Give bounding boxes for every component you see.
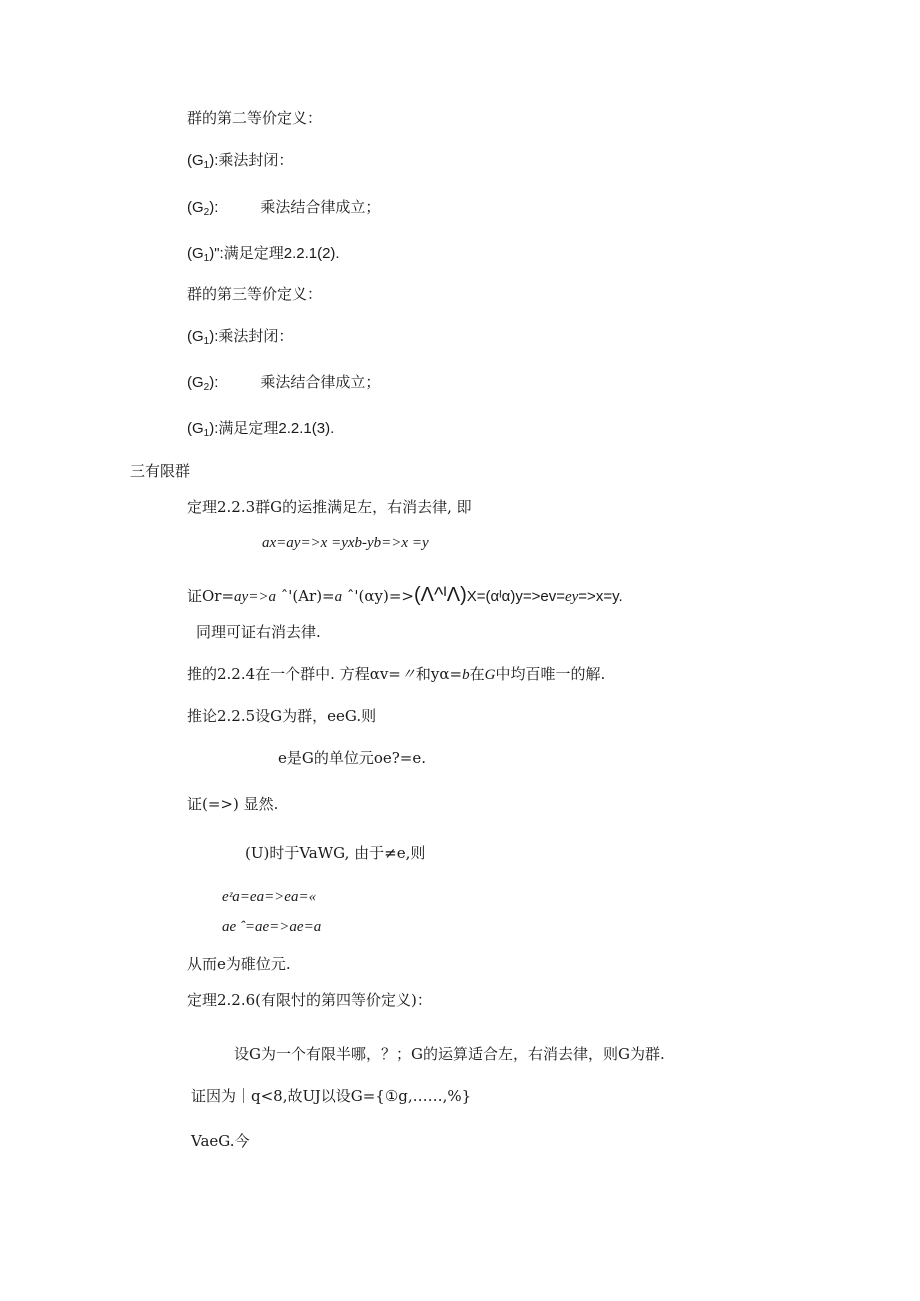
conclusion-identity: 从而e为碓位元. — [187, 955, 291, 973]
corollary-2-2-4: 推的2.2.4在一个群中. 方程αv=〃和yα=b在G中均百唯一的解. — [187, 665, 606, 683]
proof-let-a: VaeG.今 — [191, 1132, 250, 1150]
axiom-g1-closure-2: $(G_1)$:乘法封闭： — [187, 328, 294, 347]
corollary-2-2-5: 推论2.2.5设G为群，eeG.则 — [187, 707, 377, 725]
axiom-g1-closure: $(G_1)$:乘法封闭： — [187, 152, 294, 171]
proof-forward-direction: 证(=>) 显然. — [187, 795, 279, 813]
heading-third-definition: 群的第三等价定义： — [187, 285, 323, 303]
formula-left-identity: eᶻa=ea=>ea=« — [222, 889, 317, 905]
axiom-g2-associativity-2: $(G_2)$: 乘法结合律成立； — [187, 374, 381, 393]
formula-right-identity: ae ˆ=ae=>ae=a — [222, 919, 322, 935]
cancellation-formula: ax=ay=>x =yxb-yb=>x =y — [262, 535, 429, 551]
proof-finite-set: 证因为｜q<8,故UJ以设G={①g,……,%} — [191, 1087, 472, 1105]
identity-statement: e是G的单位元oe?=e. — [278, 749, 427, 767]
theorem-2-2-3: 定理2.2.3群G的运推满足左，右消去律, 即 — [187, 498, 472, 516]
proof-backward-direction: (U)时于VaWG, 由于≠e,则 — [245, 844, 426, 862]
heading-second-definition: 群的第二等价定义： — [187, 109, 323, 127]
axiom-g1-theorem-3: $(G_1)$:满足定理2.2.1(3). — [187, 420, 335, 439]
section-heading-finite-groups: 三有限群 — [130, 462, 191, 480]
theorem-2-2-6-statement: 设G为一个有限半哪，？；G的运算适合左，右消去律，则G为群. — [234, 1045, 665, 1063]
proof-right-cancellation: 同理可证右消去律. — [196, 623, 321, 641]
proof-left-cancellation: 证Or=ay=>a ˆ'(Ar)=a ˆ'(αy)=>(Λ^ᴵΛ)X=(αᴵα)y=>ev=ey=>x=y. — [187, 584, 623, 606]
axiom-g2-associativity: $(G_2)$: 乘法结合律成立； — [187, 199, 381, 218]
axiom-g1-theorem-2: $(G_1)$":满足定理2.2.1(2). — [187, 245, 340, 264]
theorem-2-2-6: 定理2.2.6(有限忖的第四等价定义)： — [187, 991, 432, 1009]
